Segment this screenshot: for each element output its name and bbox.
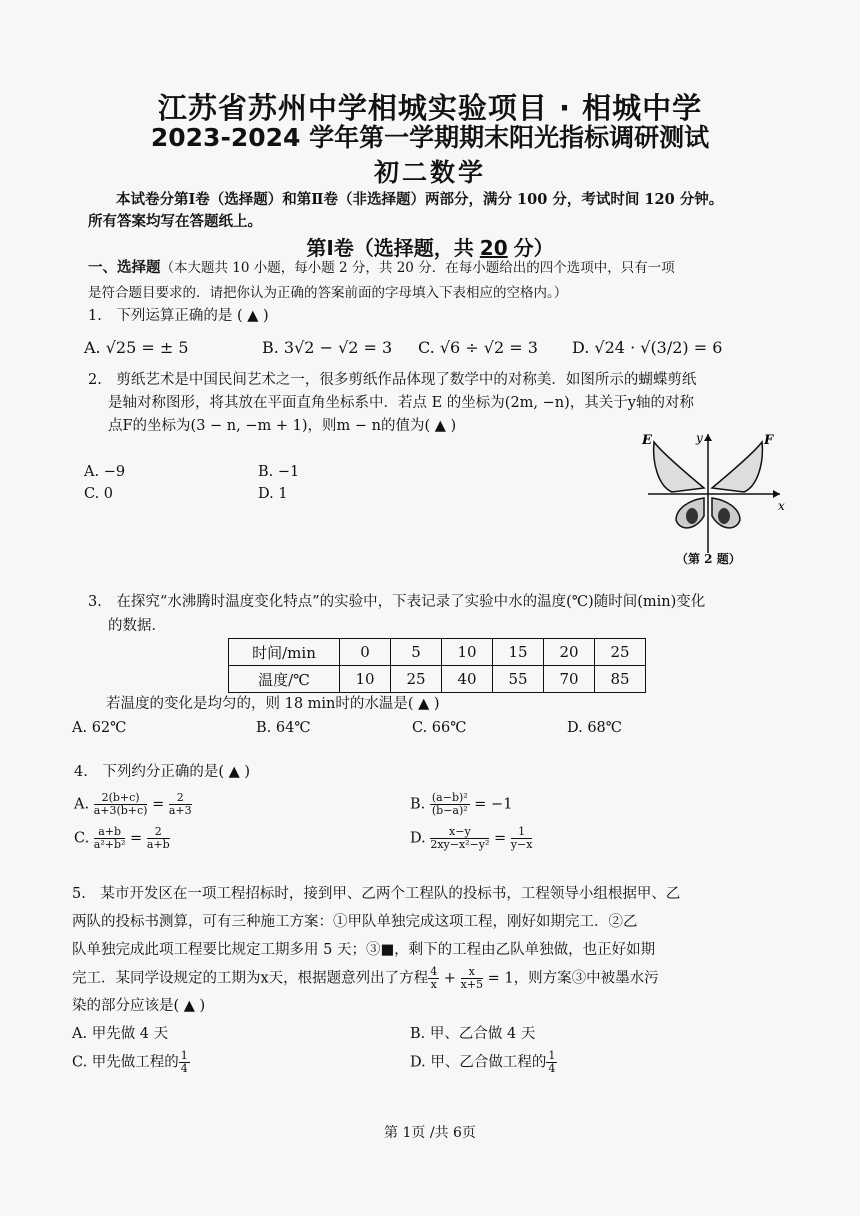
figure-caption: （第 2 题）: [676, 552, 741, 566]
table-cell: 25: [391, 666, 442, 693]
right-upper-wing: [712, 442, 762, 492]
butterfly-figure: [640, 428, 790, 568]
table-row: [229, 639, 646, 666]
numerator: a+b: [94, 826, 126, 839]
q2-line1: 2. 剪纸艺术是中国民间艺术之一，很多剪纸作品体现了数学中的对称美．如图所示的蝴蝶剪纸: [88, 372, 697, 388]
left-upper-wing: [654, 442, 704, 492]
q4-stem: 4. 下列约分正确的是( ▲ ): [74, 764, 251, 780]
part-label: 一、选择题: [88, 259, 161, 276]
option-label: B.: [410, 796, 426, 813]
instr1: （本大题共 10 小题，每小题 2 分，共 20 分．在每小题给出的四个选项中，只有一项: [160, 260, 675, 276]
q5-line3: 队单独完成此项工程要比规定工期多用 5 天；③■，剩下的工程由乙队单独做，也正好如期: [72, 942, 656, 958]
x-axis-label: x: [778, 499, 785, 513]
section-instructions-line1: [88, 258, 675, 278]
q1-stem: 1. 下列运算正确的是 ( ▲ ): [88, 308, 269, 324]
q1-option-b: B. 3√2 − √2 = 3: [262, 338, 393, 357]
table-cell: 0: [340, 639, 391, 666]
denominator: x: [430, 978, 437, 991]
intro-line1: 本试卷分第Ⅰ卷（选择题）和第Ⅱ卷（非选择题）两部分，满分 100 分，考试时间 120 分钟。: [116, 191, 724, 208]
q2-option-d: D. 1: [258, 486, 288, 502]
q5-line1: 5. 某市开发区在一项工程招标时，接到甲、乙两个工程队的投标书，工程领导小组根据甲、乙: [72, 886, 681, 902]
q2-option-a: A. −9: [84, 464, 126, 480]
q4-option-a: A. $\frac{2(b+c)}{a+3(b+c)}$ = $\frac{2}{a+3}$: [74, 791, 192, 817]
y-axis-label: y: [696, 431, 703, 445]
section-score: 20: [479, 236, 508, 260]
option-label: C.: [74, 830, 90, 847]
fraction: [94, 792, 148, 817]
option-label: A.: [74, 796, 90, 813]
temperature-table: [228, 638, 646, 693]
fraction: [94, 826, 126, 851]
fraction: [169, 792, 192, 817]
table-cell: 15: [493, 639, 544, 666]
y-axis-arrow: [704, 434, 712, 441]
table-header-time: 时间/min: [229, 639, 340, 666]
numerator: 1: [511, 826, 533, 839]
denominator: a+b: [146, 838, 170, 851]
q4-option-b: [410, 792, 512, 822]
table-cell: 10: [442, 639, 493, 666]
numerator: 2: [169, 792, 192, 805]
fraction: [430, 826, 489, 851]
x-axis-arrow: [773, 490, 780, 498]
q5-option-a: A. 甲先做 4 天: [72, 1026, 169, 1042]
q4-option-c: C. $\frac{a+b}{\text{a²+b²}}$ = $\frac{2}{a+b}$: [74, 825, 170, 851]
table-row: [229, 666, 646, 693]
q3-option-a: A. 62℃: [72, 720, 127, 736]
numerator: 1: [548, 1049, 556, 1062]
section-title-prefix: 第Ⅰ卷（选择题，共: [306, 236, 474, 260]
numerator: 2(b+c): [94, 792, 148, 805]
denominator: 2xy−x²−y²: [430, 838, 490, 851]
exam-title: 2023-2024 学年第一学期期末阳光指标调研测试: [150, 123, 710, 152]
table-cell: 70: [544, 666, 595, 693]
denominator: 4: [548, 1062, 556, 1075]
table-cell: 20: [544, 639, 595, 666]
section-instructions-line2: 是符合题目要求的．请把你认为正确的答案前面的字母填入下表相应的空格内。）: [88, 285, 568, 301]
denominator: y−x: [510, 838, 533, 851]
option-text: D. 甲、乙合做工程的: [410, 1054, 547, 1071]
q2-option-b: B. −1: [258, 464, 300, 480]
q1-option-c: C. √6 ÷ √2 = 3: [418, 338, 538, 357]
table-cell: 85: [595, 666, 646, 693]
q2-line3: 点F的坐标为(3 − n, −m + 1)，则m − n的值为( ▲ ): [108, 418, 457, 434]
school-title: 江苏省苏州中学相城实验项目 · 相城中学: [157, 91, 703, 125]
denominator: a+3(b+c): [93, 804, 148, 817]
q5-line4: 完工．某同学设规定的工期为x天，根据题意列出了方程 $\frac{4}{x}$ + $\frac{x}{x+5}$ = 1，则方案③中被墨水污: [72, 965, 659, 991]
q3-line3: 若温度的变化是均匀的，则 18 min时的水温是( ▲ ): [106, 696, 440, 712]
denominator: a²+b²: [93, 838, 126, 851]
numerator: 2: [147, 826, 170, 839]
denominator: (b−a)²: [431, 804, 468, 817]
numerator: x−y: [430, 826, 489, 839]
option-text: C. 甲先做工程的: [72, 1054, 179, 1071]
q5-option-d: [410, 1050, 557, 1078]
q3-option-b: B. 64℃: [256, 720, 311, 736]
q5-option-c: [72, 1050, 190, 1078]
table-cell: 40: [442, 666, 493, 693]
q5-line4-text: 完工．某同学设规定的工期为x天，根据题意列出了方程: [72, 970, 429, 987]
intro-line2: 所有答案均写在答题纸上。: [88, 213, 262, 230]
denominator: x+5: [460, 978, 483, 991]
table-cell: 10: [340, 666, 391, 693]
q3-line2: 的数据．: [108, 618, 166, 634]
right-wing-spot: [718, 508, 730, 524]
table-cell: 25: [595, 639, 646, 666]
page-number: 第 1页 /共 6页: [384, 1125, 476, 1141]
left-wing-spot: [686, 508, 698, 524]
q4-option-d: D. $\frac{x-y}{\text{2xy−x²−y²}}$ = $\frac{1}{y-x}$: [410, 825, 533, 851]
fraction: [428, 966, 439, 991]
q5-line5: 染的部分应该是( ▲ ): [72, 998, 206, 1014]
numerator: x: [461, 966, 483, 979]
numerator: 1: [180, 1049, 188, 1062]
q3-option-d: D. 68℃: [567, 720, 622, 736]
q1-option-a: A. √25 = ± 5: [84, 338, 189, 357]
fraction: [511, 826, 533, 851]
fraction: [179, 1050, 190, 1075]
subject-title: 初二数学: [373, 158, 486, 187]
q3-option-c: C. 66℃: [412, 720, 467, 736]
q5-line4-rest: = 1，则方案③中被墨水污: [487, 970, 659, 987]
point-e-label: E: [642, 433, 652, 448]
numerator: (a−b)²: [431, 791, 468, 804]
table-cell: 5: [391, 639, 442, 666]
q5-line2: 两队的投标书测算，可有三种施工方案：①甲队单独完成这项工程，刚好如期完工．②乙: [72, 914, 638, 930]
q3-line1: 3. 在探究“水沸腾时温度变化特点”的实验中，下表记录了实验中水的温度(℃)随时间(min)变化: [88, 594, 706, 610]
q5-option-b: B. 甲、乙合做 4 天: [410, 1026, 536, 1042]
table-header-temp: 温度/℃: [229, 666, 340, 693]
q2-option-c: C. 0: [84, 486, 114, 502]
section-title: [0, 232, 860, 261]
table-cell: 55: [493, 666, 544, 693]
section-title-suffix: 分）: [513, 236, 554, 260]
fraction: [147, 826, 170, 851]
fraction: [461, 966, 483, 991]
fraction: [430, 792, 470, 817]
denominator: 4: [180, 1062, 188, 1075]
option-label: D.: [410, 830, 426, 847]
q1-option-d: D. √24 · √(3/2) = 6: [572, 338, 723, 357]
denominator: a+3: [168, 804, 192, 817]
fraction: [546, 1050, 557, 1075]
rhs: = −1: [474, 796, 513, 813]
q2-line2: 是轴对称图形，将其放在平面直角坐标系中．若点 E 的坐标为(2m, −n)，其关于y轴的对称: [108, 395, 694, 411]
point-f-label: F: [764, 433, 774, 448]
numerator: 4: [430, 965, 438, 978]
